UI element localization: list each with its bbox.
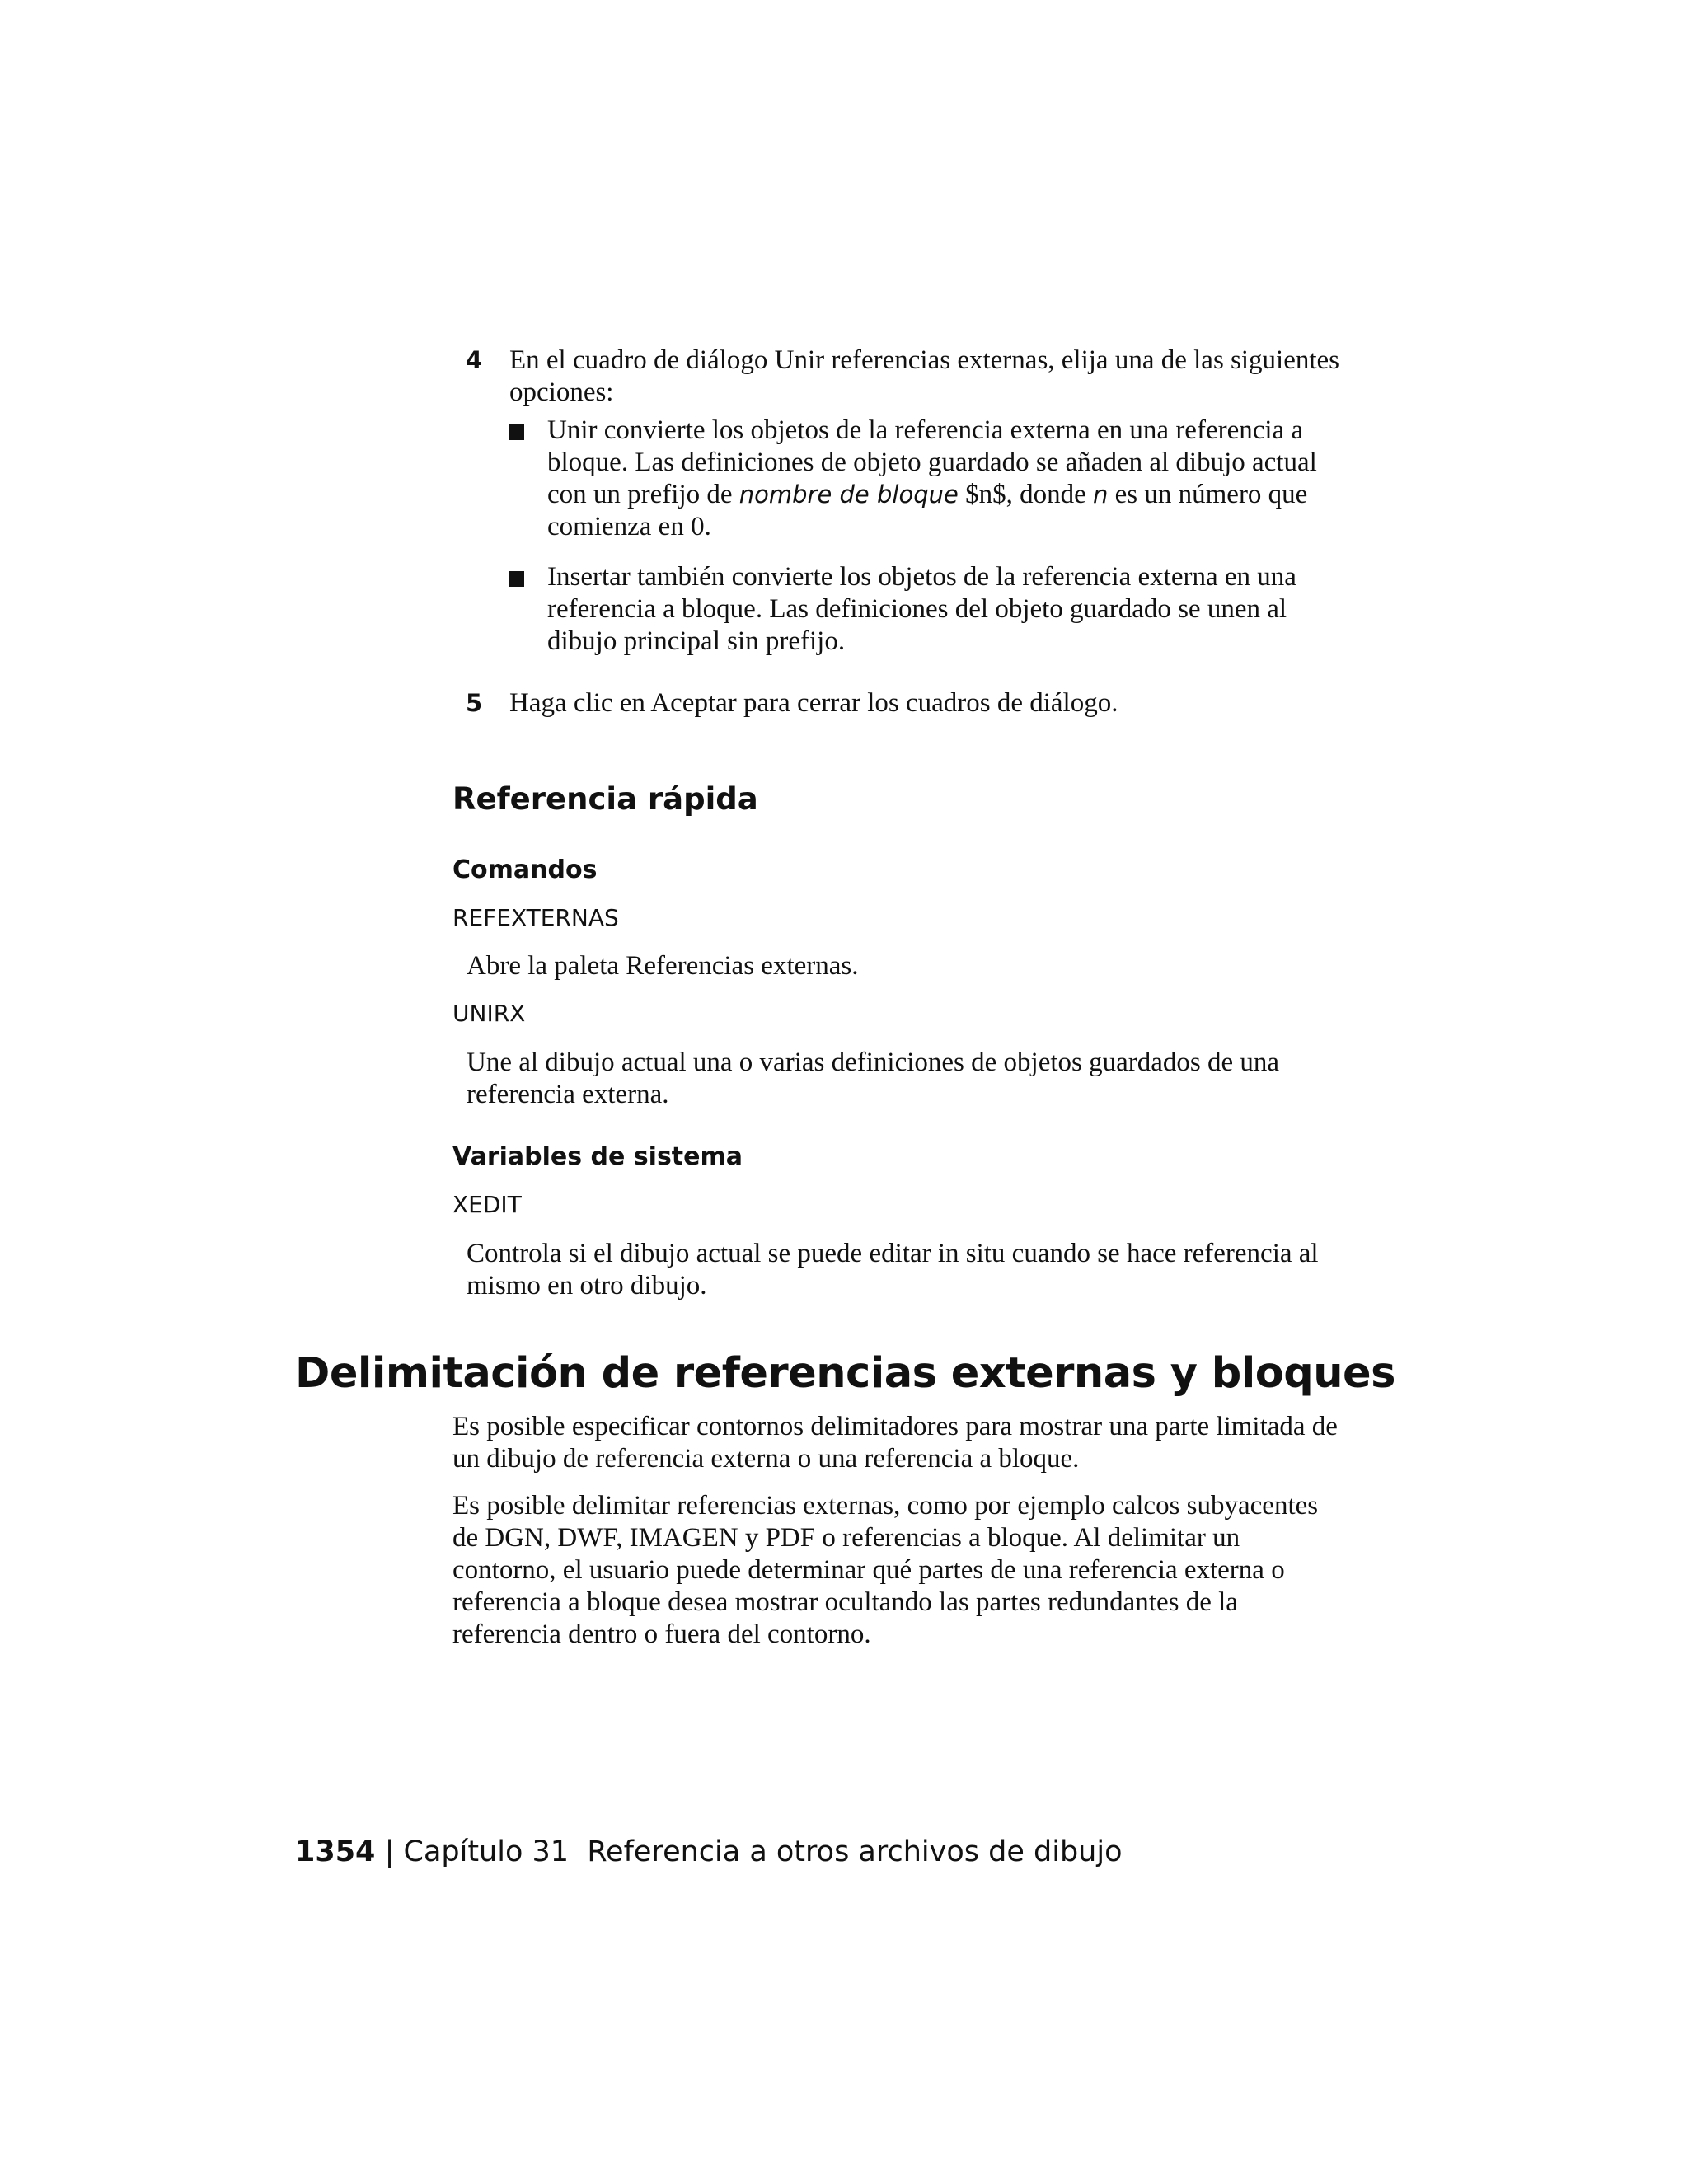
page-number: 1354	[295, 1835, 376, 1868]
step-number: 4	[466, 346, 483, 374]
step-4	[466, 344, 1339, 409]
step-text: En el cuadro de diálogo Unir referencias externas, elija una de las siguientes opciones:	[509, 345, 1340, 407]
quick-reference-heading: Referencia rápida	[452, 781, 758, 817]
bullet-item	[509, 561, 1341, 658]
sysvar-name: XEDIT	[452, 1191, 522, 1218]
page-footer	[295, 1835, 1123, 1868]
section-heading: Delimitación de referencias externas y bloques	[295, 1349, 1395, 1398]
bullet-text	[547, 415, 1341, 543]
bullet-text-after: es un número que comienza en 0.	[547, 480, 1308, 541]
footer-chapter-title: Referencia a otros archivos de dibujo	[587, 1835, 1123, 1868]
command-name: UNIRX	[452, 1000, 526, 1027]
step-5	[466, 687, 1339, 719]
bullet-square-icon	[509, 424, 524, 440]
section-paragraph: Es posible especificar contornos delimitadores para mostrar una parte limitada de un dibujo de referencia externa o una referencia a bloque.	[452, 1412, 1338, 1474]
step-text: Haga clic en Aceptar para cerrar los cuadros de diálogo.	[509, 688, 1118, 718]
sysvar-description: Controla si el dibujo actual se puede editar in situ cuando se hace referencia al mismo en otro dibujo.	[467, 1239, 1319, 1301]
bullet-item	[509, 415, 1341, 543]
bullet-italic-term: nombre de bloque	[738, 480, 959, 509]
bullet-italic-variable: n	[1093, 480, 1109, 509]
step-number: 5	[466, 689, 483, 717]
command-description: Une al dibujo actual una o varias definiciones de objetos guardados de una referencia externa.	[467, 1047, 1280, 1109]
command-name: REFEXTERNAS	[452, 904, 619, 931]
command-description: Abre la paleta Referencias externas.	[467, 951, 859, 981]
footer-separator: |	[384, 1835, 395, 1868]
bullet-square-icon	[509, 571, 524, 587]
footer-chapter: Capítulo 31	[403, 1835, 570, 1868]
bullet-text-middle: $n$, donde	[958, 480, 1093, 509]
section-paragraph: Es posible delimitar referencias externas, como por ejemplo calcos subyacentes de DGN, DWF, IMAGEN y PDF o referencias a bloque. Al delimitar un contorno, el usuario puede determinar qué partes de una referencia externa o referencia a bloque desea mostrar ocultando las partes redundantes de la referencia dentro o fuera del contorno.	[452, 1491, 1319, 1649]
bullet-text: Insertar también convierte los objetos de la referencia externa en una referencia a bloque. Las definiciones del objeto guardado se unen al dibujo principal sin prefijo.	[547, 562, 1296, 656]
commands-heading: Comandos	[452, 855, 598, 884]
bullet-text-before: Unir convierte los objetos de la referencia externa en una referencia a bloque. Las definiciones de objeto guardado se añaden al dibujo actual con un prefijo de	[547, 415, 1317, 509]
system-variables-heading: Variables de sistema	[452, 1142, 743, 1171]
